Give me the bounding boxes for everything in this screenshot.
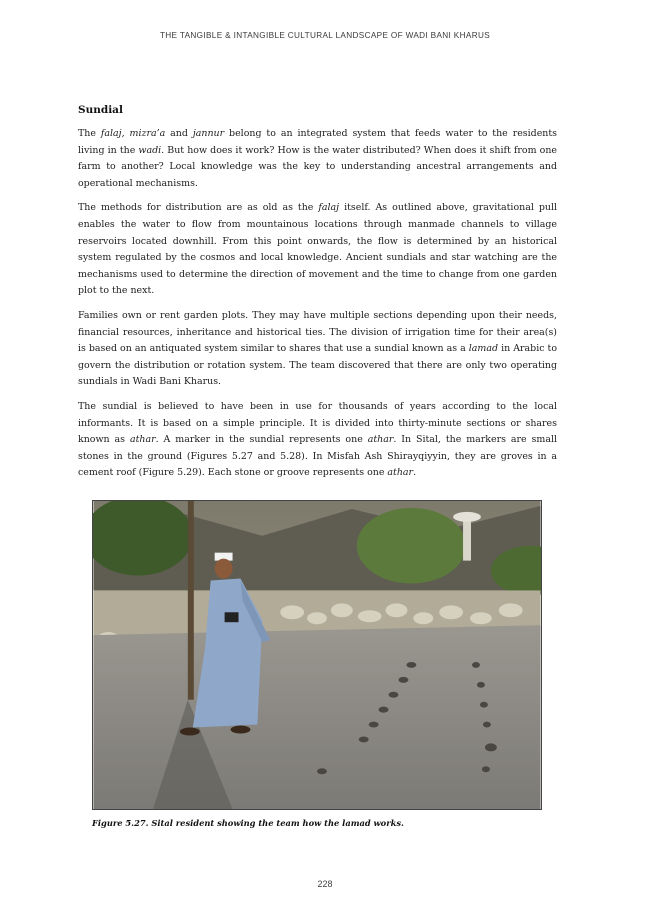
paragraph-text: . A marker in the sundial represents one [155, 434, 368, 446]
water-tower-shape [463, 519, 471, 561]
italic-term: athar [129, 434, 156, 446]
paragraph-text: The sundial is believed to have been in use for thousands of years according to the local informants. It is based on a simple principle. It is divided into thirty-minute sections or shares known as [78, 400, 557, 446]
figure-photo [92, 500, 542, 810]
paragraph-text: Families own or rent garden plots. They may have multiple sections depending upon their needs, financial resources, inheritance and historical ties. The division of irrigation time for their area(s) is based on an antiquated system similar to shares that use a sundial known as a [78, 309, 557, 355]
paragraph [78, 399, 557, 482]
paragraph-text: The [78, 128, 101, 139]
italic-term: lamad [468, 343, 499, 355]
running-header: THE TANGIBLE & INTANGIBLE CULTURAL LANDSCAPE OF WADI BANI KHARUS [159, 31, 491, 40]
italic-term: athar [367, 434, 394, 446]
paragraph-text: The methods for distribution are as old as the [78, 202, 319, 214]
page-number: 228 [317, 879, 333, 889]
main-content [78, 104, 557, 490]
paragraph-text: . But how does it work? How is the water distributed? When does it shift from one farm to another? Local knowledge was the key to understanding ancestral arrangements and operational mechanisms. [78, 144, 557, 189]
paragraph [78, 200, 557, 300]
italic-term: jannur [192, 128, 225, 139]
figure-caption: Figure 5.27. Sital resident showing the team how the lamad works. [92, 818, 404, 828]
paragraph-text: itself. As outlined above, gravitational pull enables the water to flow from mountainous locations through manmade channels to village reservoirs located downhill. From this point onwards, the flow is determined by an historical system regulated by the cosmos and local knowledge. Ancient sundials and star watching are the mechanisms used to determine the direction of movement and the time to change from one garden plot to the next. [78, 202, 558, 297]
italic-term: falaj, mizra’a [100, 128, 166, 139]
section-title: Sundial [78, 104, 123, 116]
paragraph-text: and [165, 128, 193, 139]
italic-term: athar [387, 467, 414, 479]
sundial-stick-shape [188, 501, 194, 700]
paragraph-text: in Arabic to govern the distribution or rotation system. The team discovered that there are only two operating sundials in Wadi Bani Kharus. [78, 343, 558, 388]
paragraph [78, 308, 557, 391]
tree-shape [357, 508, 466, 584]
italic-term: wadi [138, 144, 162, 156]
paragraph-text: belong to an integrated system that feeds water to the residents living in the [78, 128, 557, 156]
paragraph-text: . [413, 467, 417, 479]
italic-term: falaj [318, 202, 340, 214]
sundial-photo [92, 500, 542, 810]
paragraph-text: . In Sital, the markers are small stones in the ground (Figures 5.27 and 5.28). In Misfah Ash Shirayqiyyin, they are groves in a cement roof (Figure 5.29). Each stone or groove represents one [78, 434, 557, 479]
paragraph [78, 126, 557, 192]
